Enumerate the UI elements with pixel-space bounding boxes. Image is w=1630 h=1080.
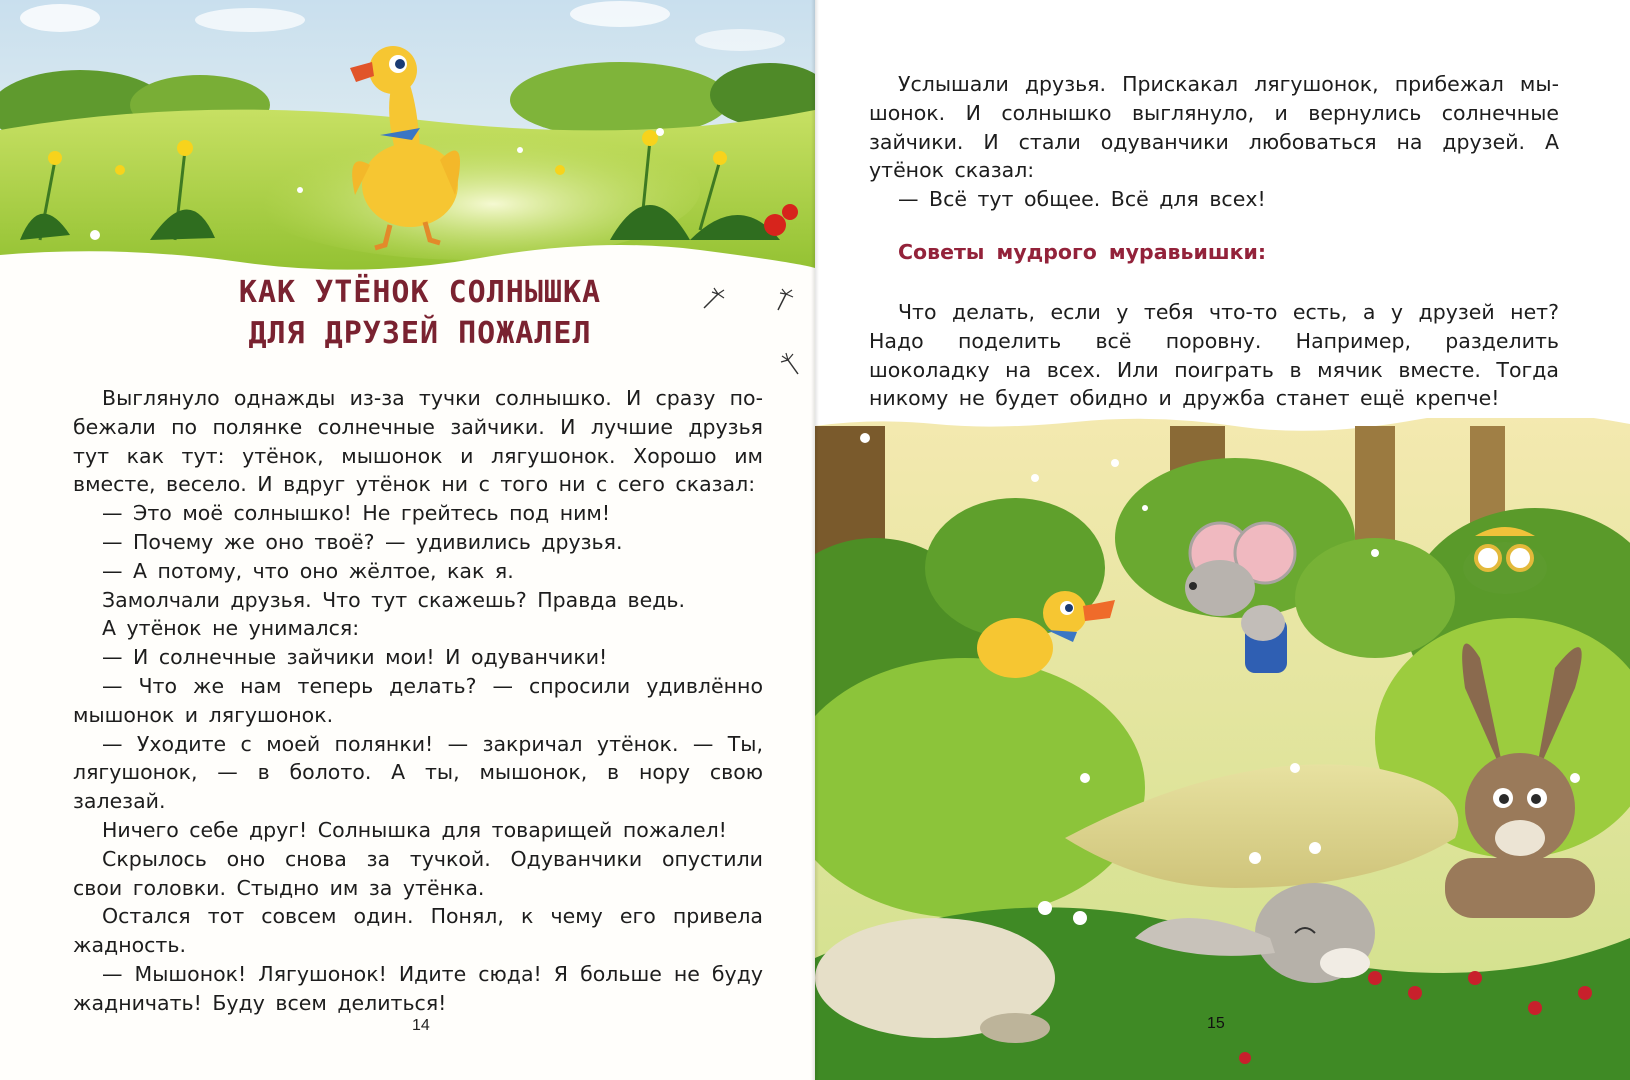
story-paragraph: Услышали друзья. Прискакал лягушонок, прибежал мышонок. И солнышко выглянуло, и вернулись солнечные зайчики. И стали одуванчики любоваться на друзей. А утёнок сказал:: [869, 72, 1559, 183]
advice-text: [869, 298, 1559, 413]
story-paragraph: Остался тот совсем один. Понял, к чему его привела жадность.: [73, 904, 763, 958]
book-gutter: [811, 0, 819, 1080]
chapter-title-line-1: КАК УТЁНОК СОЛНЫШКА: [238, 275, 602, 310]
page-number-right: 15: [1207, 1015, 1225, 1032]
advice-paragraph: Что делать, если у тебя что-то есть, а у друзей нет? Надо поделить всё поровну. Например, разделить шоколадку на всех. Или поиграть в мячик вместе. Тогда никому не будет обидно и дружба станет ещё крепче!: [869, 300, 1559, 411]
story-paragraph: Выглянуло однажды из-за тучки солнышко. И сразу побежали по полянке солнечные зайчики. И лучшие друзья тут как тут: утёнок, мышонок и лягушонок. Хорошо им вместе, весело. И вдруг утёнок ни с того ни с сего сказал:: [73, 386, 763, 497]
story-paragraph: — И солнечные зайчики мои! И одуванчики!: [102, 645, 608, 670]
story-text: [73, 384, 763, 1018]
story-paragraph: — Всё тут общее. Всё для всех!: [898, 187, 1266, 212]
story-paragraph: — Мышонок! Лягушонок! Идите сюда! Я больше не буду жадничать! Буду всем делиться!: [73, 961, 763, 1015]
page-number-left: 14: [412, 1017, 430, 1034]
story-paragraph: А утёнок не унимался:: [102, 616, 360, 641]
story-paragraph: — Почему же оно твоё? — удивились друзья.: [102, 529, 623, 554]
story-paragraph: Ничего себе друг! Солнышка для товарищей пожалел!: [102, 817, 727, 842]
dandelion-seed-icon: [778, 352, 804, 378]
story-paragraph: — А потому, что оно жёлтое, как я.: [102, 558, 514, 583]
dandelion-seed-icon: [772, 288, 798, 314]
story-paragraph: Скрылось оно снова за тучкой. Одуванчики опустили свои головки. Стыдно им за утёнка.: [73, 846, 763, 900]
story-continuation: [869, 70, 1559, 214]
right-page: [815, 0, 1630, 1080]
story-paragraph: — Уходите с моей полянки! — закричал утёнок. — Ты, лягушонок, — в болото. А ты, мышонок, в нору свою залезай.: [73, 731, 763, 814]
chapter-title: [180, 272, 660, 354]
meadow-duckling-illustration: [0, 0, 815, 285]
chapter-title-line-2: ДЛЯ ДРУЗЕЙ ПОЖАЛЕЛ: [248, 316, 592, 351]
story-paragraph: — Это моё солнышко! Не грейтесь под ним!: [102, 501, 611, 526]
advice-heading: Советы мудрого муравьишки:: [898, 240, 1267, 264]
forest-friends-illustration: [815, 418, 1630, 1080]
dandelion-seed-icon: [700, 286, 726, 312]
story-paragraph: — Что же нам теперь делать? — спросили удивлённо мышонок и лягушонок.: [73, 673, 763, 727]
story-paragraph: Замолчали друзья. Что тут скажешь? Правда ведь.: [102, 587, 686, 612]
